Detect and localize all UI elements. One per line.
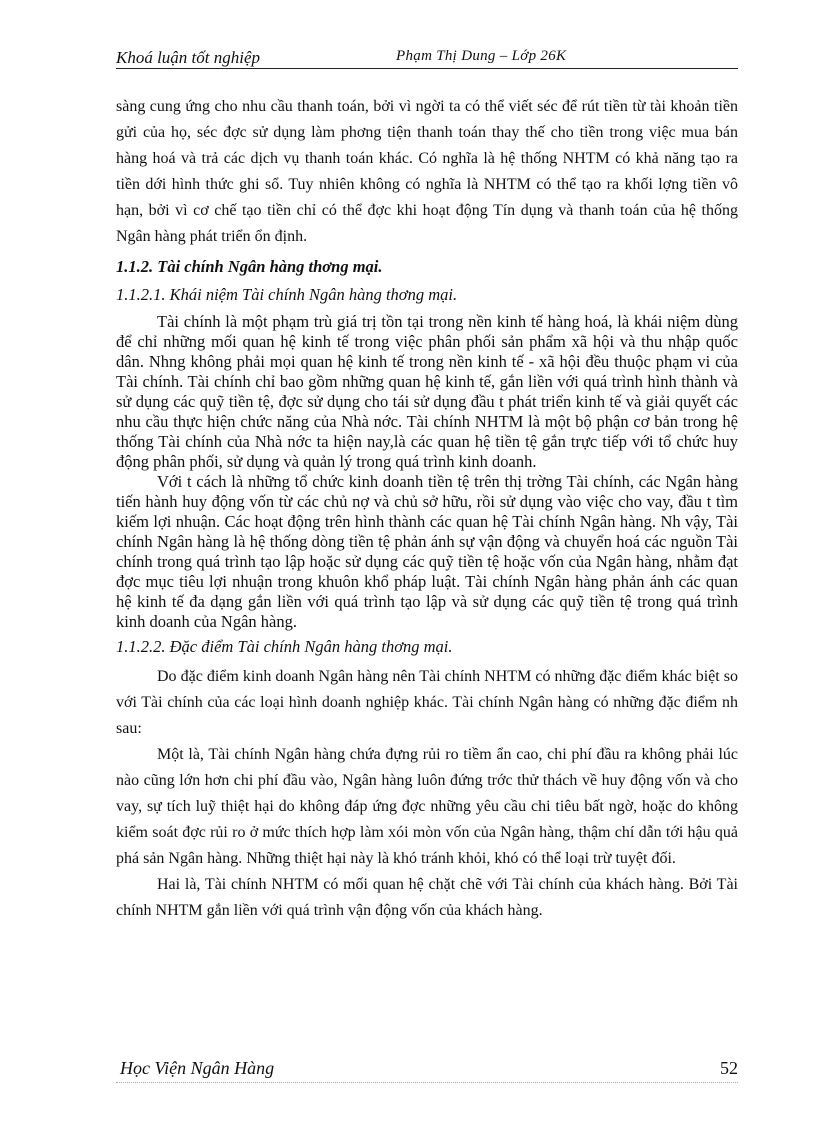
- paragraph-concept: Tài chính là một phạm trù giá trị tồn tại trong nền kinh tế hàng hoá, là khái niệm dùng để chỉ những mối quan hệ kinh tế trong việc phân phối sản phẩm xã hội và thu nhập quốc dân. Nhng không phải mọi quan hệ kinh tế trong nền kinh tế - xã hội đều thuộc phạm vi của Tài chính. Tài chính chỉ bao gồm những quan hệ kinh tế, gắn liền với quá trình hình thành và sử dụng các quỹ tiền tệ, đợc sử dụng cho tái sử dụng đầu t phát triển kinh tế và giải quyết các nhu cầu thực hiện chức năng của Nhà nớc. Tài chính NHTM là một bộ phận cơ bản trong hệ thống Tài chính của Nhà nớc ta hiện nay,là các quan hệ tiền tệ gắn trực tiếp với tổ chức huy động phân phối, sử dụng và quản lý trong quá trình kinh doanh.: [116, 312, 738, 471]
- subsection-heading-characteristics: 1.1.2.2. Đặc điểm Tài chính Ngân hàng thơng mại.: [116, 637, 453, 656]
- paragraph-characteristics-intro: Do đặc điểm kinh doanh Ngân hàng nên Tài chính NHTM có những đặc điểm khác biệt so với Tài chính của các loại hình doanh nghiệp khác. Tài chính Ngân hàng có những đặc điểm nh sau:: [116, 668, 738, 737]
- page-footer: [116, 1058, 738, 1083]
- paragraph-intro: sàng cung ứng cho nhu cầu thanh toán, bởi vì ngời ta có thể viết séc để rút tiền từ tài khoản tiền gửi của họ, séc đợc sử dụng làm phơng tiện thanh toán thay thế cho tiền trong việc mua bán hàng hoá và trả các dịch vụ thanh toán khác. Có nghĩa là hệ thống NHTM có khả năng tạo ra tiền dới hình thức ghi sổ. Tuy nhiên không có nghĩa là NHTM có thể tạo ra khối lợng tiền vô hạn, bởi vì cơ chế tạo tiền chỉ có thể đợc khi hoạt động Tín dụng và thanh toán của hệ thống Ngân hàng phát triển ổn định.: [116, 98, 738, 245]
- paragraph-characteristic-two: Hai là, Tài chính NHTM có mối quan hệ chặt chẽ với Tài chính của khách hàng. Bởi Tài chính NHTM gắn liền với quá trình vận động vốn của khách hàng.: [116, 876, 738, 919]
- paragraph-characteristic-one: Một là, Tài chính Ngân hàng chứa đựng rủi ro tiềm ẩn cao, chi phí đầu ra không phải lúc nào cũng lớn hơn chi phí đầu vào, Ngân hàng luôn đứng trớc thử thách về huy động vốn và cho vay, sự tích luỹ thiệt hại do không đáp ứng đợc những yêu cầu chi tiêu bất ngờ, hoặc do không kiểm soát đợc rủi ro ở mức thích hợp làm xói mòn vốn của Ngân hàng, thậm chí dẫn tới hậu quả phá sản Ngân hàng. Những thiệt hại này là khó tránh khỏi, khó có thể loại trừ tuyệt đối.: [116, 746, 738, 867]
- paragraph-banking-organizations: Với t cách là những tổ chức kinh doanh tiền tệ trên thị trờng Tài chính, các Ngân hàng tiến hành huy động vốn từ các chủ nợ và chủ sở hữu, rồi sử dụng vào việc cho vay, đầu t tìm kiếm lợi nhuận. Các hoạt động trên hình thành các quan hệ Tài chính Ngân hàng. Nh vậy, Tài chính Ngân hàng là hệ thống dòng tiền tệ phản ánh sự vận động và chuyển hoá các nguồn Tài chính trong quá trình tạo lập hoặc sử dụng các quỹ tiền tệ hoặc vốn của Ngân hàng, nhằm đạt đợc mục tiêu lợi nhuận trong khuôn khổ pháp luật. Tài chính Ngân hàng phản ánh các quan hệ kinh tế đa dạng gắn liền với quá trình tạo lập và sử dụng các quỹ tiền tệ trong quá trình kinh doanh của Ngân hàng.: [116, 472, 738, 631]
- page-body: [116, 94, 738, 924]
- section-heading: 1.1.2. Tài chính Ngân hàng thơng mại.: [116, 257, 383, 276]
- page-header: [116, 46, 738, 69]
- header-author: Phạm Thị Dung – Lớp 26K: [396, 48, 567, 64]
- footer-institution: Học Viện Ngân Hàng: [120, 1058, 275, 1078]
- subsection-heading-concept: 1.1.2.1. Khái niệm Tài chính Ngân hàng thơng mại.: [116, 285, 458, 304]
- header-thesis-title: Khoá luận tốt nghiệp: [116, 48, 261, 67]
- page-number: 52: [720, 1058, 738, 1078]
